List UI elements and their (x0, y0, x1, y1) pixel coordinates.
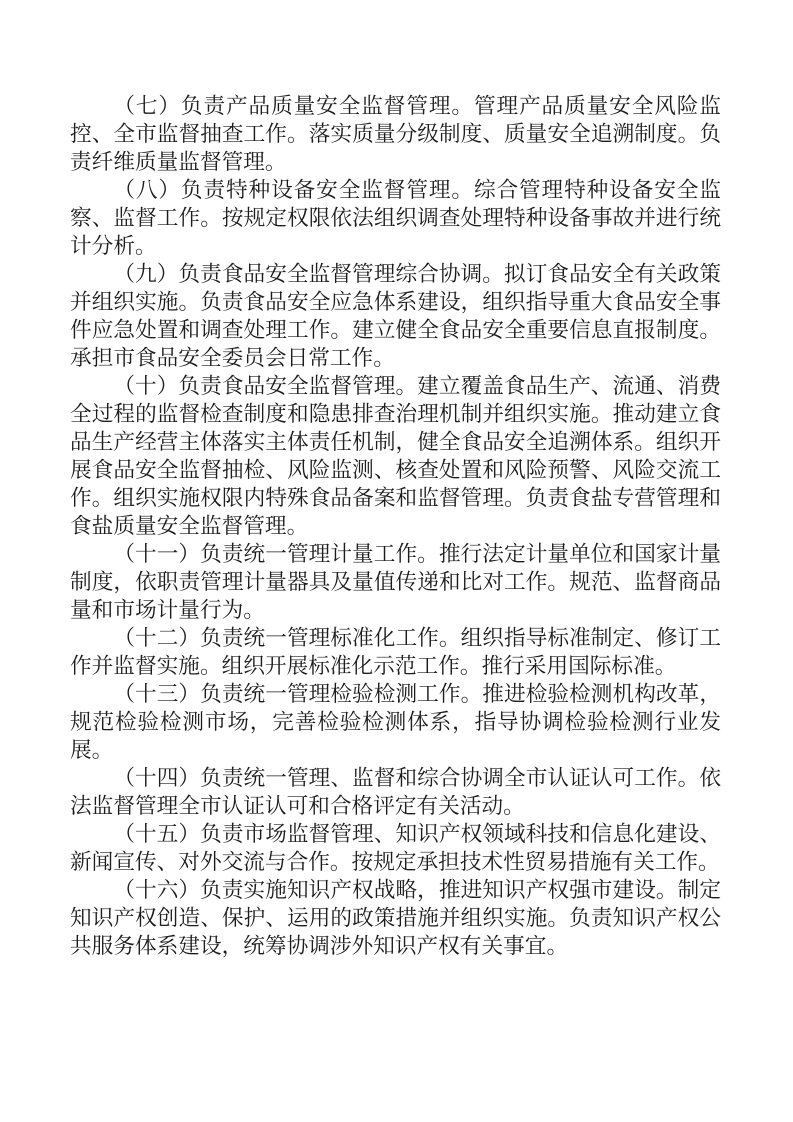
paragraph-item-16: （十六）负责实施知识产权战略，推进知识产权强市建设。制定知识产权创造、保护、运用的政策措施并组织实施。负责知识产权公共服务体系建设，统筹协调涉外知识产权有关事宜。 (70, 878, 721, 958)
paragraph-item-13: （十三）负责统一管理检验检测工作。推进检验检测机构改革，规范检验检测市场，完善检验检测体系，指导协调检验检测行业发展。 (70, 682, 721, 762)
paragraph-item-12: （十二）负责统一管理标准化工作。组织指导标准制定、修订工作并监督实施。组织开展标准化示范工作。推行采用国际标准。 (70, 626, 721, 678)
paragraph-item-11: （十一）负责统一管理计量工作。推行法定计量单位和国家计量制度，依职责管理计量器具及量值传递和比对工作。规范、监督商品量和市场计量行为。 (70, 542, 721, 622)
paragraph-item-15: （十五）负责市场监督管理、知识产权领域科技和信息化建设、新闻宣传、对外交流与合作。按规定承担技术性贸易措施有关工作。 (70, 822, 721, 874)
document-body (70, 92, 721, 960)
paragraph-item-9: （九）负责食品安全监督管理综合协调。拟订食品安全有关政策并组织实施。负责食品安全应急体系建设，组织指导重大食品安全事件应急处置和调查处理工作。建立健全食品安全重要信息直报制度。承担市食品安全委员会日常工作。 (70, 262, 721, 370)
paragraph-item-8: （八）负责特种设备安全监督管理。综合管理特种设备安全监察、监督工作。按规定权限依法组织调查处理特种设备事故并进行统计分析。 (70, 178, 721, 258)
paragraph-item-14: （十四）负责统一管理、监督和综合协调全市认证认可工作。依法监督管理全市认证认可和合格评定有关活动。 (70, 766, 721, 818)
paragraph-item-7: （七）负责产品质量安全监督管理。管理产品质量安全风险监控、全市监督抽查工作。落实质量分级制度、质量安全追溯制度。负责纤维质量监督管理。 (70, 94, 721, 174)
paragraph-item-10: （十）负责食品安全监督管理。建立覆盖食品生产、流通、消费全过程的监督检查制度和隐患排查治理机制并组织实施。推动建立食品生产经营主体落实主体责任机制，健全食品安全追溯体系。组织开展食品安全监督抽检、风险监测、核查处置和风险预警、风险交流工作。组织实施权限内特殊食品备案和监督管理。负责食盐专营管理和食盐质量安全监督管理。 (70, 374, 721, 538)
